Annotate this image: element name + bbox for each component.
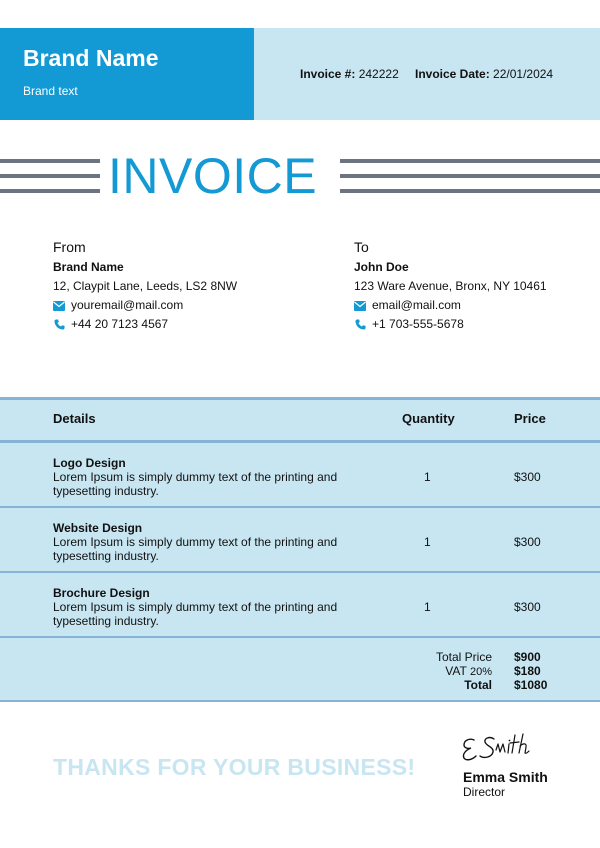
- item-quantity: 1: [424, 535, 431, 549]
- title-rule: [0, 189, 100, 193]
- thanks-message: THANKS FOR YOUR BUSINESS!: [53, 754, 416, 780]
- from-phone[interactable]: +44 20 7123 4567: [71, 317, 169, 331]
- table-row: [0, 573, 600, 638]
- to-email-row: [354, 296, 547, 315]
- to-name: John Doe: [354, 260, 409, 274]
- envelope-icon: [354, 300, 366, 312]
- title-rule: [0, 159, 100, 163]
- signature-mark: [460, 730, 544, 764]
- invoice-title: INVOICE: [108, 148, 318, 204]
- table-header: [0, 397, 600, 443]
- vat-value: $180: [514, 664, 541, 678]
- header-quantity: Quantity: [402, 411, 455, 426]
- to-phone-row: [354, 315, 547, 334]
- item-price: $300: [514, 600, 541, 614]
- from-label: From: [53, 239, 86, 255]
- totals-block: [0, 638, 600, 702]
- brand-header: [0, 28, 254, 120]
- to-email[interactable]: email@mail.com: [372, 298, 461, 312]
- phone-icon: [354, 319, 366, 331]
- header-details: Details: [53, 411, 96, 426]
- to-label: To: [354, 239, 369, 255]
- brand-name: Brand Name: [23, 45, 159, 71]
- table-row: [0, 508, 600, 573]
- phone-icon: [53, 319, 65, 331]
- invoice-date-value: 22/01/2024: [493, 67, 554, 81]
- invoice-number: [300, 67, 399, 81]
- item-description: Lorem Ipsum is simply dummy text of the printing and typesetting industry.: [53, 470, 338, 498]
- item-price: $300: [514, 535, 541, 549]
- from-section: [53, 238, 237, 334]
- vat-label-row: [445, 664, 492, 678]
- title-rule: [0, 174, 100, 178]
- invoice-number-label: Invoice #:: [300, 67, 356, 81]
- vat-rate: 20%: [469, 666, 492, 678]
- from-address: 12, Claypit Lane, Leeds, LS2 8NW: [53, 279, 238, 293]
- vat-label: VAT: [445, 664, 467, 678]
- header-price: Price: [514, 411, 546, 426]
- total-label: Total: [464, 678, 492, 692]
- from-email-row: [53, 296, 237, 315]
- item-quantity: 1: [424, 600, 431, 614]
- item-quantity: 1: [424, 470, 431, 484]
- invoice-date: [415, 67, 553, 81]
- title-rule: [340, 189, 600, 193]
- signature: [460, 730, 544, 769]
- title-rule: [340, 159, 600, 163]
- item-title: Logo Design: [53, 456, 126, 470]
- item-description: Lorem Ipsum is simply dummy text of the printing and typesetting industry.: [53, 600, 338, 628]
- to-phone[interactable]: +1 703-555-5678: [372, 317, 464, 331]
- from-name: Brand Name: [53, 260, 124, 274]
- brand-tagline: Brand text: [23, 84, 78, 98]
- total-price-value: $900: [514, 650, 541, 664]
- items-table: [0, 397, 600, 702]
- from-phone-row: [53, 315, 237, 334]
- signer-role: Director: [463, 785, 506, 799]
- invoice-date-label: Invoice Date:: [415, 67, 490, 81]
- to-address: 123 Ware Avenue, Bronx, NY 10461: [354, 279, 547, 293]
- from-email[interactable]: youremail@mail.com: [71, 298, 184, 312]
- envelope-icon: [53, 300, 65, 312]
- item-title: Brochure Design: [53, 586, 150, 600]
- total-price-label: Total Price: [435, 650, 492, 664]
- total-value: $1080: [514, 678, 548, 692]
- item-description: Lorem Ipsum is simply dummy text of the printing and typesetting industry.: [53, 535, 338, 563]
- invoice-meta: [254, 28, 600, 120]
- item-price: $300: [514, 470, 541, 484]
- to-section: [354, 238, 547, 334]
- signer-name: Emma Smith: [463, 769, 548, 785]
- item-title: Website Design: [53, 521, 143, 535]
- title-rule: [340, 174, 600, 178]
- table-row: [0, 443, 600, 508]
- invoice-number-value: 242222: [358, 67, 399, 81]
